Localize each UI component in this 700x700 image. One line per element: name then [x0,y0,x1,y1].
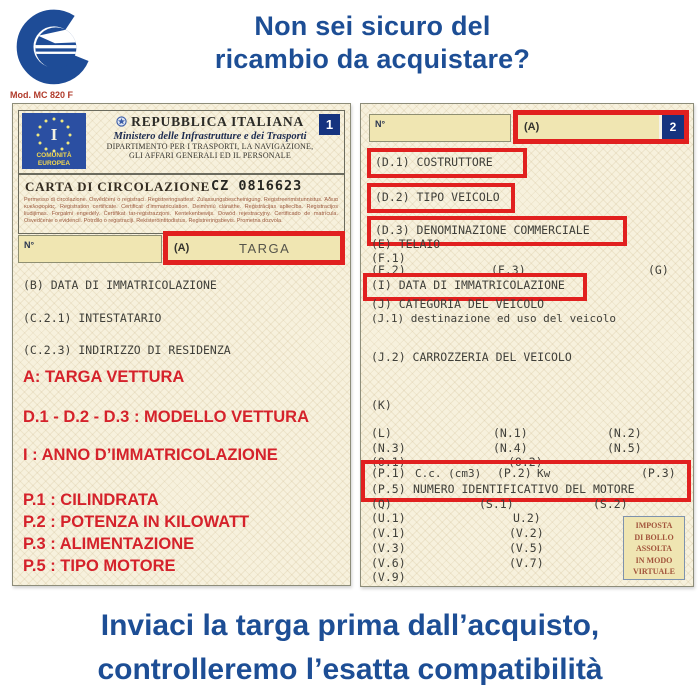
eu-country-letter: I [50,125,58,144]
department-line1: DIPARTIMENTO PER I TRASPORTI, LA NAVIGAZIONE, [106,142,314,151]
registration-card-page1 [12,103,351,586]
page-number-badge-1: 1 [319,114,340,135]
field-n3: (N.3) [371,441,406,455]
company-logo-icon [12,4,96,88]
annotation-cilindrata: P.1 : CILINDRATA [23,491,159,509]
field-p2: (P.2) [497,466,532,480]
field-l: (L) [371,426,392,440]
field-c23: (C.2.3) INDIRIZZO DI RESIDENZA [23,343,231,357]
field-n5: (N.5) [607,441,642,455]
field-n-label-2: N° [375,119,386,129]
field-d3: (D.3) DENOMINAZIONE COMMERCIALE [375,223,590,237]
field-v3: (V.3) [371,541,406,555]
field-p5-label: NUMERO IDENTIFICATIVO DEL MOTORE [413,482,635,496]
eu-emblem [22,113,86,169]
field-a-highlight-2 [513,110,689,144]
registration-card-page2 [360,103,694,587]
highlight-d2 [367,183,515,213]
field-n1: (N.1) [493,426,528,440]
field-n2: (N.2) [607,426,642,440]
stamp-imposta-di-bollo: IMPOSTA DI BOLLO ASSOLTA IN MODO VIRTUALE [623,516,685,580]
field-n-box [18,235,162,263]
field-a-code-2: (A) [524,121,540,133]
doc-header-box [18,110,345,174]
field-o2: (O.2) [508,455,543,469]
eu-community-label: COMUNITÀ EUROPEA [36,152,72,167]
doc-title: CARTA DI CIRCOLAZIONE [25,179,211,194]
form-model-label: Mod. MC 820 F [10,90,74,100]
field-d1: (D.1) COSTRUTTORE [375,155,493,169]
field-u2: U.2) [513,511,541,525]
doc-title-box [18,174,345,234]
field-e: (E) TELAIO [371,237,441,251]
footer-message [0,604,700,692]
field-u1: (U.1) [371,511,406,525]
field-v2: (V.2) [509,526,544,540]
page-title-line2: ricambio da acquistare? [214,44,531,74]
field-f2: (F.2) [371,263,406,277]
department-line2: GLI AFFARI GENERALI ED IL PERSONALE [129,151,291,160]
field-a-targa-highlight [163,231,345,265]
annotation-anno: I : ANNO D’IMMATRICOLAZIONE [23,446,278,464]
field-s2: (S.2) [593,497,628,511]
field-v5: (V.5) [509,541,544,555]
field-n-box-2 [369,114,511,142]
field-a-label: TARGA [238,240,291,256]
doc-authority-block [91,114,329,160]
field-b: (B) DATA DI IMMATRICOLAZIONE [23,278,217,292]
field-v7: (V.7) [509,556,544,570]
field-p1: (P.1) [371,466,406,480]
page-title [100,10,645,76]
italy-emblem-icon [116,116,127,127]
republic-title: REPUBBLICA ITALIANA [91,114,329,130]
field-j2: (J.2) CARROZZERIA DEL VEICOLO [371,350,572,364]
annotation-alimentazione: P.3 : ALIMENTAZIONE [23,535,195,553]
page-title-line1: Non sei sicuro del [254,11,491,41]
field-f3: (F.3) [491,263,526,277]
annotation-targa: A: TARGA VETTURA [23,368,185,386]
field-p3: (P.3) [641,466,676,480]
field-n-label: N° [24,240,35,250]
field-p2-unit: Kw [537,467,551,480]
field-p5: (P.5) [371,482,406,496]
field-c21: (C.2.1) INTESTATARIO [23,311,162,325]
field-v1: (V.1) [371,526,406,540]
field-p1-unit: C.c. (cm3) [415,467,482,480]
field-q: (Q) [371,497,392,511]
highlight-d1 [367,148,527,178]
field-v6: (V.6) [371,556,406,570]
field-v9: (V.9) [371,570,406,584]
multilingual-fine-print: Permesso di circolazione. Osvědčení o registraci. Registreringsattest. Zulassungsbescheinigung. Registreerimistunnistus. Άδεια κυκλοφορίας. Registration certificate. Certificat d’immatriculation. Deimhniú cláraithe. Reģistrācijas apliecība. Registracijos liudijimas. Forgalmi engedély. Ċertifikat tar-reġistrazzjoni. Kentekenbewijs. Dowód rejestracyjny. Certificado de matrícula. Osvedčenie o evidencii. Potrdilo o registraciji. Rekisteröintitodistus. Registreringsbevis. Prometna dozvola. [24,197,338,224]
ministry-title: Ministero delle Infrastrutture e dei Trasporti [113,131,307,142]
annotation-modello: D.1 - D.2 - D.3 : MODELLO VETTURA [23,408,310,426]
field-s1: (S.1) [479,497,514,511]
field-a-box-2 [518,115,659,139]
field-a-code: (A) [174,242,190,254]
field-o1: (O.1) [371,455,406,469]
annotation-tipo-motore: P.5 : TIPO MOTORE [23,557,176,575]
field-g: (G) [648,263,669,277]
field-f1: (F.1) [371,251,406,265]
field-j1: (J.1) destinazione ed uso del veicolo [371,312,617,325]
field-i: (I) DATA DI IMMATRICOLAZIONE [371,278,565,292]
field-j: (J) CATEGORIA DEL VEICOLO [371,297,545,311]
doc-serial-number: CZ 0816623 [211,178,303,194]
page-number-badge-2: 2 [662,115,684,139]
field-k: (K) [371,398,392,412]
field-d2: (D.2) TIPO VEICOLO [375,190,500,204]
annotation-potenza: P.2 : POTENZA IN KILOWATT [23,513,250,531]
footer-line2: controlleremo l’esatta compatibilità [97,653,603,686]
field-n4: (N.4) [493,441,528,455]
footer-line1: Inviaci la targa prima dall’acquisto, [100,609,600,642]
